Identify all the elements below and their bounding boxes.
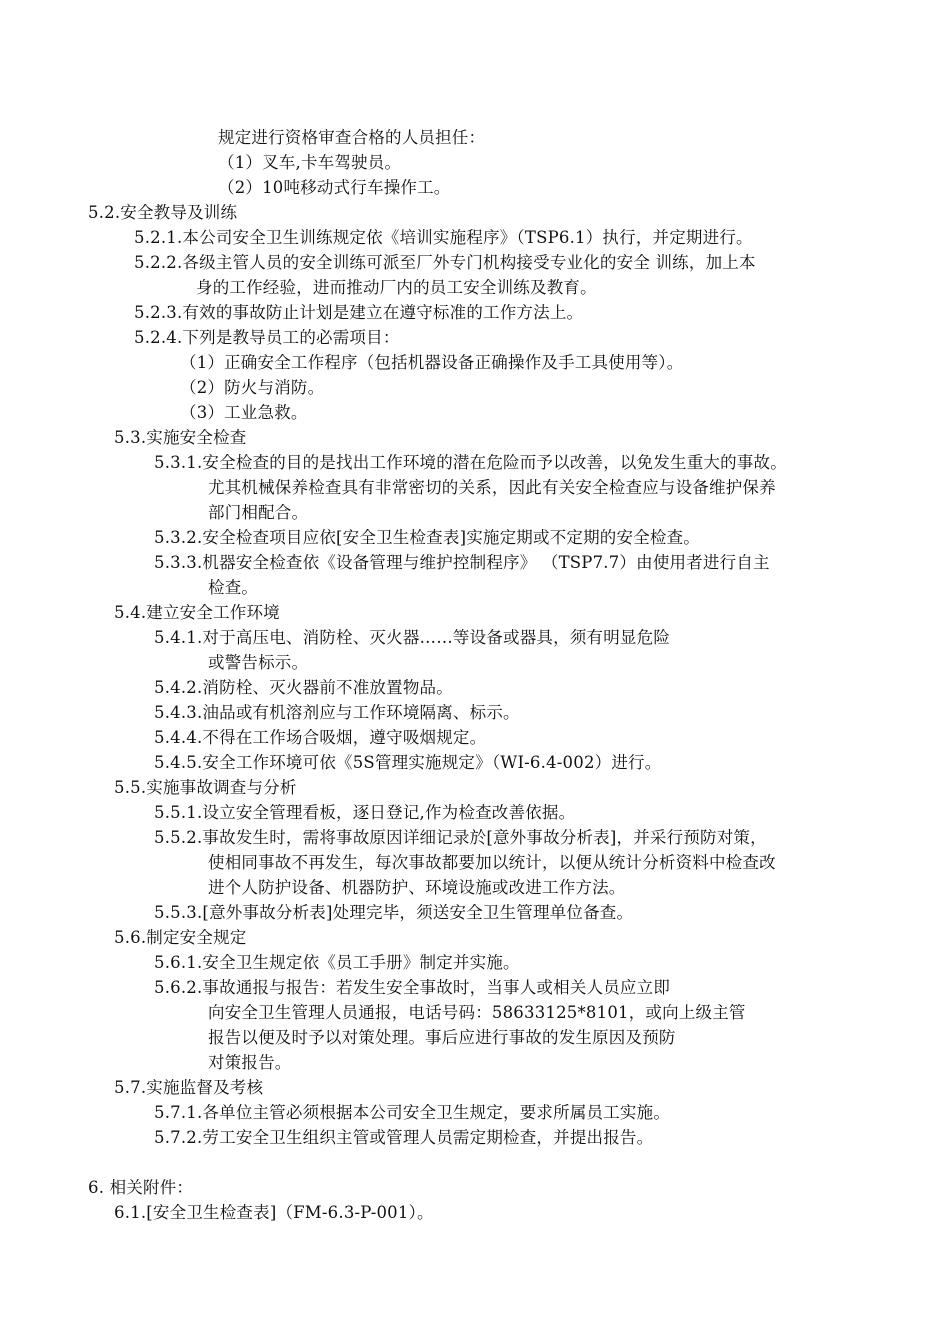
text-line: 部门相配合。 — [208, 503, 309, 522]
text-line: 5.4.4.不得在工作场合吸烟，遵守吸烟规定。 — [154, 728, 487, 747]
text-line: 5.2.4.下列是教导员工的必需项目： — [134, 328, 400, 347]
text-line: 5.4.2.消防栓、灭火器前不准放置物品。 — [154, 678, 453, 697]
text-line: 检查。 — [208, 578, 259, 597]
text-line: 身的工作经验，进而推动厂内的员工安全训练及教育。 — [196, 278, 597, 297]
text-line: 或警告标示。 — [208, 653, 309, 672]
text-line: （1）正确安全工作程序（包括机器设备正确操作及手工具使用等）。 — [180, 353, 684, 372]
text-line: 5.4.1.对于高压电、消防栓、灭火器……等设备或器具，须有明显危险 — [154, 628, 671, 647]
text-line: （2）防火与消防。 — [180, 378, 325, 397]
text-line: 尤其机械保养检查具有非常密切的关系，因此有关安全检查应与设备维护保养 — [208, 478, 776, 497]
text-line: 5.7.1.各单位主管必须根据本公司安全卫生规定，要求所属员工实施。 — [154, 1103, 671, 1122]
text-line: 5.2.2.各级主管人员的安全训练可派至厂外专门机构接受专业化的安全 训练，加上本 — [134, 253, 756, 272]
text-line: 规定进行资格审查合格的人员担任： — [218, 128, 486, 147]
text-line: 5.3.1.安全检查的目的是找出工作环境的潜在危险而予以改善，以免发生重大的事故。 — [154, 453, 787, 472]
text-line: （2）10吨移动式行车操作工。 — [218, 178, 451, 197]
text-line: 5.2.3.有效的事故防止计划是建立在遵守标准的工作方法上。 — [134, 303, 584, 322]
text-line: 报告以便及时予以对策处理。事后应进行事故的发生原因及预防 — [208, 1028, 676, 1047]
section-heading: 5.2.安全教导及训练 — [88, 203, 238, 222]
text-line: 5.7.2.劳工安全卫生组织主管或管理人员需定期检查，并提出报告。 — [154, 1128, 654, 1147]
section-heading: 5.3.实施安全检查 — [114, 428, 247, 447]
text-line: 进个人防护设备、机器防护、环境设施或改进工作方法。 — [208, 878, 626, 897]
section-heading: 5.6.制定安全规定 — [114, 928, 247, 947]
text-line: 5.6.1.安全卫生规定依《员工手册》制定并实施。 — [154, 953, 520, 972]
text-line: 5.2.1.本公司安全卫生训练规定依《培训实施程序》（TSP6.1）执行，并定期进行。 — [134, 228, 753, 247]
text-line: 5.5.3.[意外事故分析表]处理完毕，须送安全卫生管理单位备查。 — [154, 903, 634, 922]
text-line: 5.4.3.油品或有机溶剂应与工作环境隔离、标示。 — [154, 703, 520, 722]
text-line: 5.6.2.事故通报与报告：若发生安全事故时，当事人或相关人员应立即 — [154, 978, 671, 997]
section-heading: 5.4.建立安全工作环境 — [114, 603, 280, 622]
text-line: 5.5.2.事故发生时，需将事故原因详细记录於[意外事故分析表]，并采行预防对策， — [154, 828, 767, 847]
text-line: 6.1.[安全卫生检查表]（FM-6.3-P-001）。 — [114, 1203, 434, 1222]
section-heading: 5.7.实施监督及考核 — [114, 1078, 264, 1097]
text-line: （3）工业急救。 — [180, 403, 308, 422]
text-line: 5.4.5.安全工作环境可依《5S管理实施规定》（WI-6.4-002）进行。 — [154, 753, 662, 772]
text-line: 向安全卫生管理人员通报，电话号码：58633125*8101，或向上级主管 — [208, 1003, 746, 1022]
text-line: 5.5.1.设立安全管理看板，逐日登记,作为检查改善依据。 — [154, 803, 576, 822]
text-line: 5.3.2.安全检查项目应依[安全卫生检查表]实施定期或不定期的安全检查。 — [154, 528, 701, 547]
text-line: 5.3.3.机器安全检查依《设备管理与维护控制程序》 （TSP7.7）由使用者进行自主 — [154, 553, 770, 572]
text-line: 使相同事故不再发生，每次事故都要加以统计，以便从统计分析资料中检查改 — [208, 853, 776, 872]
text-line: 对策报告。 — [208, 1053, 292, 1072]
section-heading: 6. 相关附件： — [88, 1178, 194, 1197]
section-heading: 5.5.实施事故调查与分析 — [114, 778, 297, 797]
text-line: （1）叉车,卡车驾驶员。 — [218, 153, 402, 172]
